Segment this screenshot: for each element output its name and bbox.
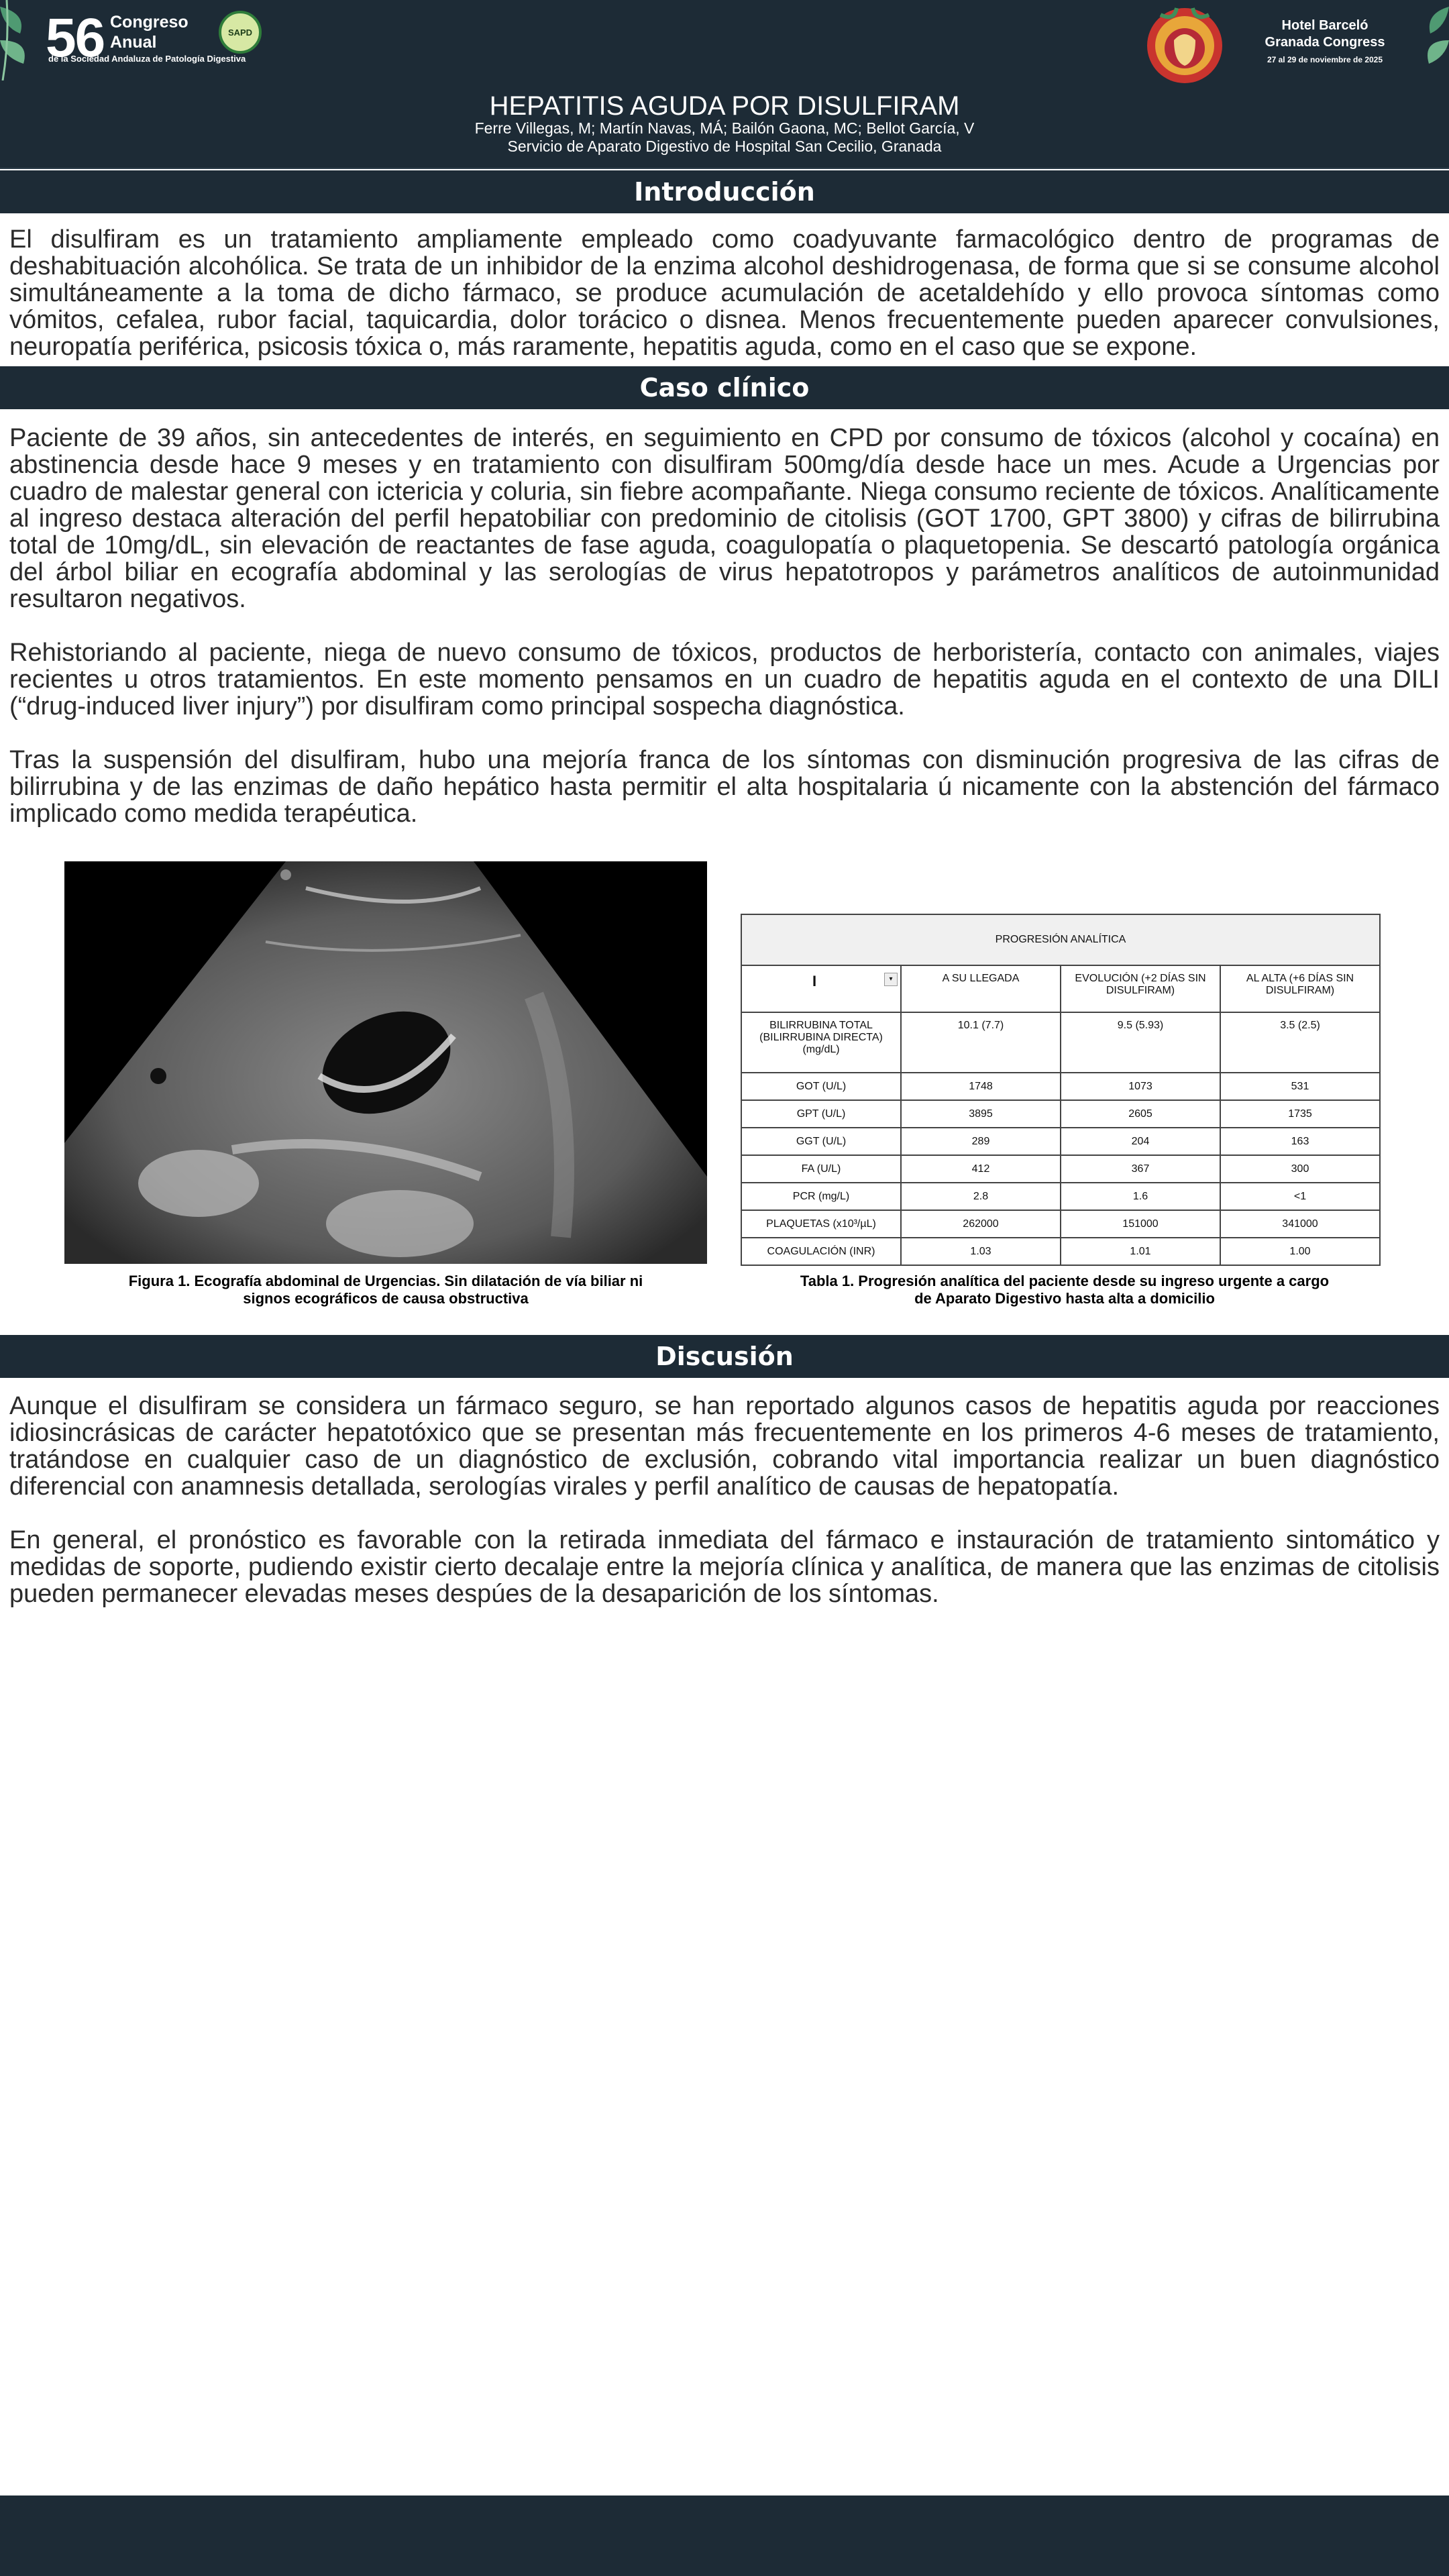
table-row-label: BILIRRUBINA TOTAL (BILIRRUBINA DIRECTA) (mg/dL) bbox=[741, 1012, 901, 1073]
table-header: EVOLUCIÓN (+2 DÍAS SIN DISULFIRAM) bbox=[1061, 965, 1220, 1012]
table-title: PROGRESIÓN ANALÍTICA bbox=[741, 914, 1380, 965]
table-row bbox=[741, 1012, 1380, 1073]
table-row bbox=[741, 1238, 1380, 1265]
table-cell: 367 bbox=[1061, 1155, 1220, 1183]
table-cell: 1.6 bbox=[1061, 1183, 1220, 1210]
table-cell: 1.01 bbox=[1061, 1238, 1220, 1265]
case-paragraph-3: Tras la suspensión del disulfiram, hubo una mejoría franca de los síntomas con disminución progresiva de las cifras de bilirrubina y de las enzimas de daño hepático hasta permitir el alta hospitalaria ú nicamente con la abstención del fármaco implicado como medida terapéutica. bbox=[9, 746, 1440, 828]
affiliation: Servicio de Aparato Digestivo de Hospital San Cecilio, Granada bbox=[507, 138, 942, 155]
table-row bbox=[741, 1155, 1380, 1183]
table-row-label: COAGULACIÓN (INR) bbox=[741, 1238, 901, 1265]
lab-progression-table bbox=[741, 914, 1381, 1266]
table-cell: 1.00 bbox=[1220, 1238, 1380, 1265]
table-row bbox=[741, 1210, 1380, 1238]
table-caption: Tabla 1. Progresión analítica del paciente desde su ingreso urgente a cargo de Aparato Digestivo hasta alta a domicilio bbox=[800, 1273, 1330, 1307]
congress-dates: 27 al 29 de noviembre de 2025 bbox=[1267, 55, 1383, 64]
table-cell: 341000 bbox=[1220, 1210, 1380, 1238]
poster-header bbox=[0, 0, 1449, 168]
granada-emblem-icon bbox=[1140, 1, 1229, 86]
leaf-ornament-left-icon bbox=[0, 0, 40, 80]
authors-block bbox=[0, 119, 1449, 156]
footer-bar bbox=[0, 2496, 1449, 2576]
table-cell: 9.5 (5.93) bbox=[1061, 1012, 1220, 1073]
table-cell: 3895 bbox=[901, 1100, 1061, 1128]
discussion-paragraph-2: En general, el pronóstico es favorable con la retirada inmediata del fármaco e instauración de tratamiento sintomático y medidas de soporte, pudiendo existir cierto decalaje entre la mejoría clínica y analítica, de manera que las enzimas de citolisis pueden permanecer elevadas meses despúes de la desaparición de los síntomas. bbox=[9, 1526, 1440, 1608]
table-cell: <1 bbox=[1220, 1183, 1380, 1210]
discussion-paragraph-1: Aunque el disulfiram se considera un fármaco seguro, se han reportado algunos casos de hepatitis aguda por reacciones idiosincrásicas de carácter hepatotóxico que se presentan más frecuentemente en los primeros 4-6 meses de tratamiento, tratándose en cualquier caso de un diagnóstico de exclusión, cobrando vital importancia realizar un buen diagnóstico diferencial con anamnesis detallada, serologías virales y perfil analítico de causas de hepatopatía. bbox=[9, 1392, 1440, 1501]
table-cell: 412 bbox=[901, 1155, 1061, 1183]
table-cell: 204 bbox=[1061, 1128, 1220, 1155]
table-row bbox=[741, 1183, 1380, 1210]
table-header: AL ALTA (+6 DÍAS SIN DISULFIRAM) bbox=[1220, 965, 1380, 1012]
table-cell: 1735 bbox=[1220, 1100, 1380, 1128]
table-header-filter[interactable]: I ▾ bbox=[741, 965, 901, 1012]
header-divider bbox=[0, 168, 1449, 169]
table-row-label: GPT (U/L) bbox=[741, 1100, 901, 1128]
table-cell: 289 bbox=[901, 1128, 1061, 1155]
table-cell: 531 bbox=[1220, 1073, 1380, 1100]
leaf-ornament-right-icon bbox=[1422, 0, 1449, 80]
table-row-label: PCR (mg/L) bbox=[741, 1183, 901, 1210]
table-row-label: GOT (U/L) bbox=[741, 1073, 901, 1100]
congress-number: 56 bbox=[46, 7, 105, 68]
ultrasound-image bbox=[64, 861, 707, 1264]
table-cell: 1.03 bbox=[901, 1238, 1061, 1265]
poster-title: HEPATITIS AGUDA POR DISULFIRAM bbox=[489, 91, 960, 121]
table-cell: 2605 bbox=[1061, 1100, 1220, 1128]
table-row-label: FA (U/L) bbox=[741, 1155, 901, 1183]
table-cell: 2.8 bbox=[901, 1183, 1061, 1210]
filter-dropdown-icon[interactable]: ▾ bbox=[884, 973, 898, 986]
table-cell: 1073 bbox=[1061, 1073, 1220, 1100]
table-row bbox=[741, 1128, 1380, 1155]
intro-paragraph: El disulfiram es un tratamiento ampliamente empleado como coadyuvante farmacológico dentro de programas de deshabituación alcohólica. Se trata de un inhibidor de la enzima alcohol deshidrogenasa, de forma que si se consume alcohol simultáneamente a la toma de dicho fármaco, se produce acumulación de acetaldehído y ello provoca síntomas como vómitos, cefalea, rubor facial, taquicardia, dolor torácico o disnea. Menos frecuentemente pueden aparecer convulsiones, neuropatía periférica, psicosis tóxica o, más raramente, hepatitis aguda, como en el caso que se expone. bbox=[9, 225, 1440, 361]
table-cell: 262000 bbox=[901, 1210, 1061, 1238]
case-paragraph-1: Paciente de 39 años, sin antecedentes de interés, en seguimiento en CPD por consumo de tóxicos (alcohol y cocaína) en abstinencia desde hace 9 meses y en tratamiento con disulfiram 500mg/día desde hace un mes. Acude a Urgencias por cuadro de malestar general con ictericia y coluria, sin fiebre acompañante. Niega consumo reciente de tóxicos. Analíticamente al ingreso destaca alteración del perfil hepatobiliar con predominio de citolisis (GOT 1700, GPT 3800) y cifras de bilirrubina total de 10mg/dL, sin elevación de reactantes de fase aguda, coagulopatía o plaquetopenia. Se descartó patología orgánica del árbol biliar en ecografía abdominal y las serologías de virus hepatotropos y parámetros analíticos de autoinmunidad resultaron negativos. bbox=[9, 424, 1440, 613]
section-header-introduccion: Introducción bbox=[0, 170, 1449, 213]
authors: Ferre Villegas, M; Martín Navas, MÁ; Bailón Gaona, MC; Bellot García, V bbox=[474, 119, 975, 137]
case-paragraph-2: Rehistoriando al paciente, niega de nuevo consumo de tóxicos, productos de herboristería, contacto con animales, viajes recientes u otros tratamientos. En este momento pensamos en un cuadro de hepatitis aguda en el contexto de una DILI (“drug-induced liver injury”) por disulfiram como principal sospecha diagnóstica. bbox=[9, 639, 1440, 720]
congress-label: Congreso Anual bbox=[110, 13, 189, 52]
table-row-label: PLAQUETAS (x10³/µL) bbox=[741, 1210, 901, 1238]
figure-caption: Figura 1. Ecografía abdominal de Urgencias. Sin dilatación de vía biliar ni signos ecográficos de causa obstructiva bbox=[128, 1273, 643, 1307]
table-cell: 163 bbox=[1220, 1128, 1380, 1155]
table-header: A SU LLEGADA bbox=[901, 965, 1061, 1012]
table-cell: 151000 bbox=[1061, 1210, 1220, 1238]
table-row bbox=[741, 1073, 1380, 1100]
table-cell: 3.5 (2.5) bbox=[1220, 1012, 1380, 1073]
table-cell: 1748 bbox=[901, 1073, 1061, 1100]
table-row-label: GGT (U/L) bbox=[741, 1128, 901, 1155]
table-cell: 300 bbox=[1220, 1155, 1380, 1183]
sapd-logo: SAPD bbox=[219, 11, 262, 54]
table-cell: 10.1 (7.7) bbox=[901, 1012, 1061, 1073]
venue-info: Hotel Barceló Granada Congress 27 al 29 de noviembre de 2025 bbox=[1248, 17, 1402, 64]
society-name: de la Sociedad Andaluza de Patología Digestiva bbox=[48, 54, 246, 64]
table-row bbox=[741, 1100, 1380, 1128]
section-header-caso-clinico: Caso clínico bbox=[0, 366, 1449, 409]
section-header-discusion: Discusión bbox=[0, 1335, 1449, 1378]
